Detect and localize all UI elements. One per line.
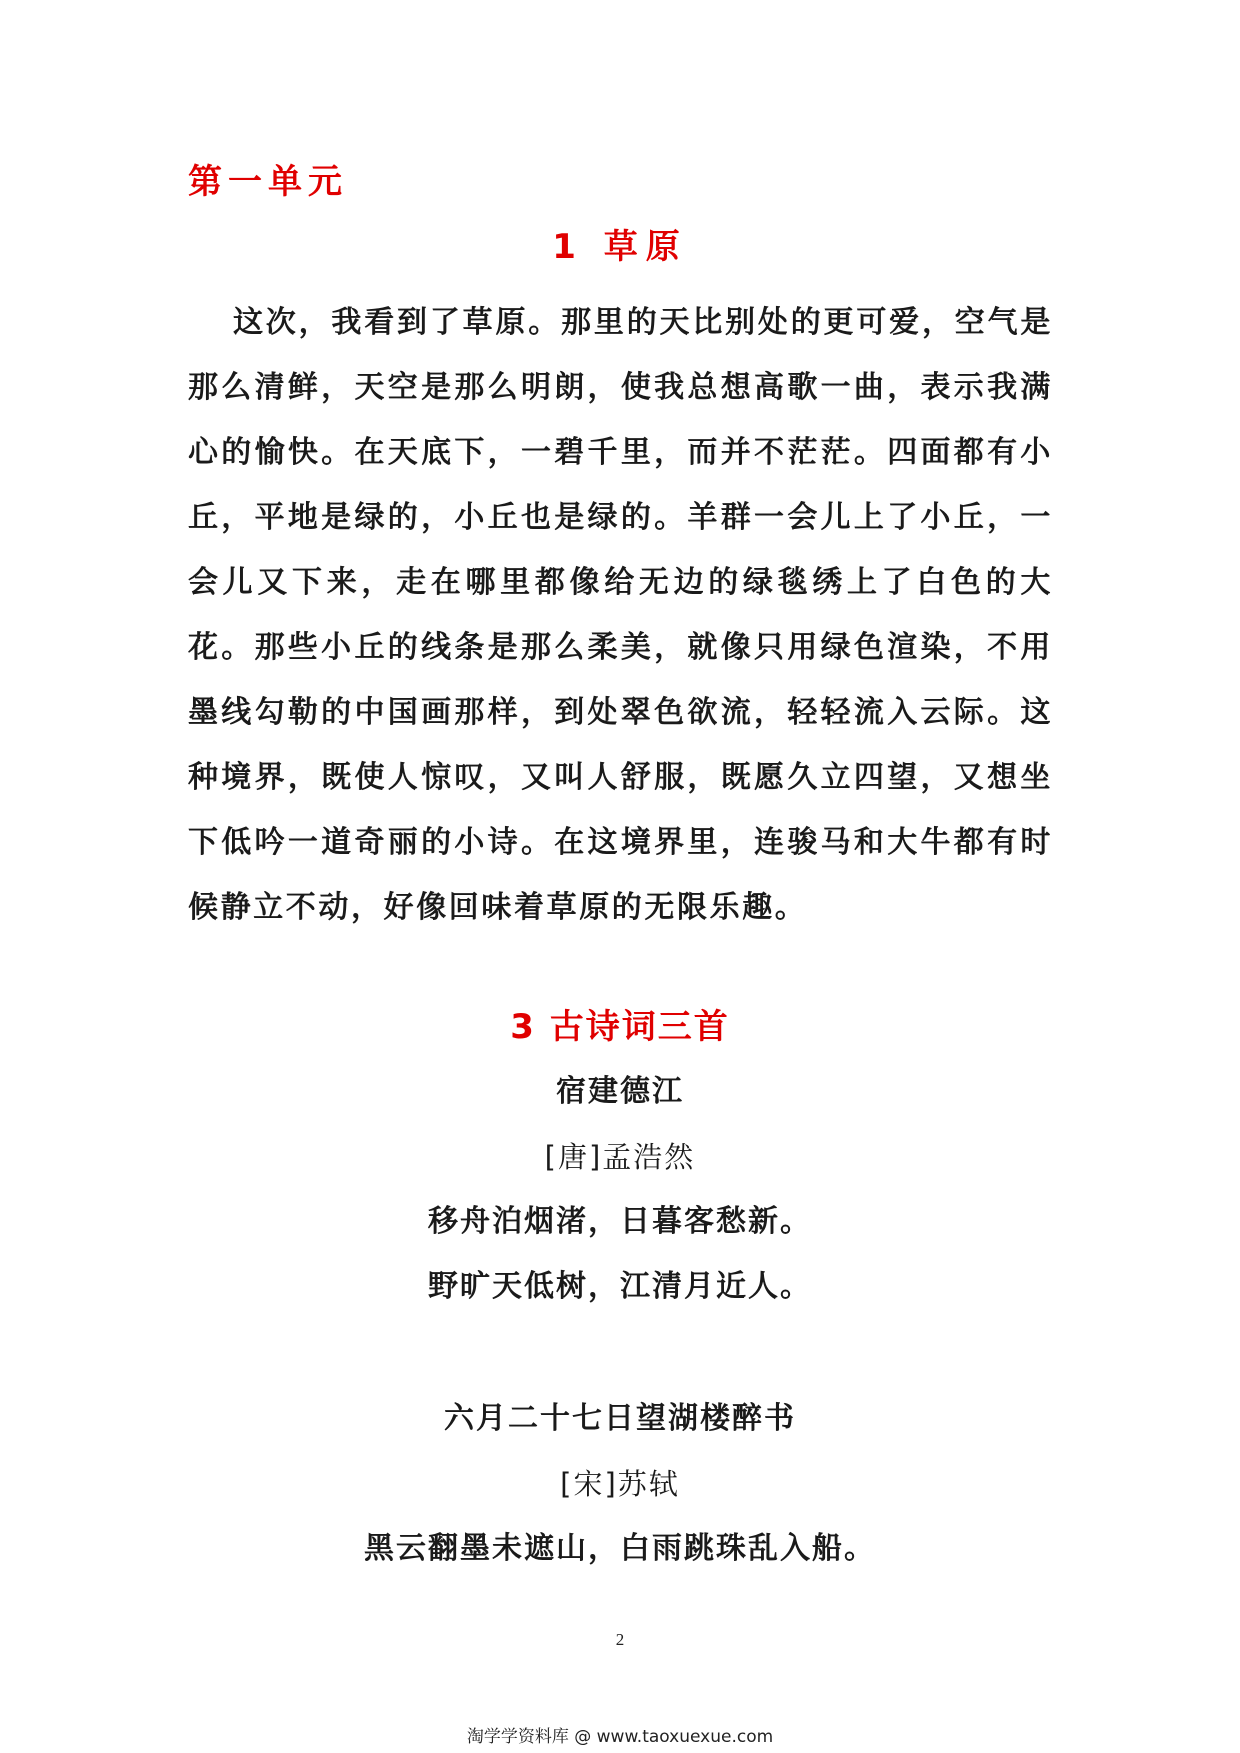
lesson-1-title: 1 草原 bbox=[552, 227, 688, 267]
poem-1-line-1: 移舟泊烟渚，日暮客愁新。 bbox=[428, 1204, 812, 1239]
poem-2-title: 六月二十七日望湖楼醉书 bbox=[444, 1401, 796, 1436]
lesson-3-title: 3 古诗词三首 bbox=[510, 1007, 730, 1047]
poem-1-author: [唐]孟浩然 bbox=[544, 1140, 696, 1174]
page-number: 2 bbox=[615, 1630, 625, 1649]
poem-1-line-2: 野旷天低树，江清月近人。 bbox=[428, 1269, 812, 1304]
poem-2-line-1: 黑云翻墨未遮山，白雨跳珠乱入船。 bbox=[364, 1531, 876, 1566]
unit-title: 第一单元 bbox=[188, 162, 348, 202]
poem-2-author: [宋]苏轼 bbox=[560, 1467, 680, 1501]
poem-1-title: 宿建德江 bbox=[556, 1074, 684, 1109]
footer-source: 淘学学资料库 @ www.taoxuexue.com bbox=[466, 1727, 774, 1747]
lesson-1-text: 这次，我看到了草原。那里的天比别处的更可爱，空气是那么清鲜，天空是那么明朗，使我总想高歌一曲，表示我满心的愉快。在天底下，一碧千里，而并不茫茫。四面都有小丘，平地是绿的，小丘也是绿的。羊群一会儿上了小丘，一会儿又下来，走在哪里都像给无边的绿毯绣上了白色的大花。那些小丘的线条是那么柔美，就像只用绿色渲染，不用墨线勾勒的中国画那样，到处翠色欲流，轻轻流入云际。这种境界，既使人惊叹，又叫人舒服，既愿久立四望，又想坐下低吟一道奇丽的小诗。在这境界里，连骏马和大牛都有时候静立不动，好像回味着草原的无限乐趣。 bbox=[188, 305, 1053, 925]
